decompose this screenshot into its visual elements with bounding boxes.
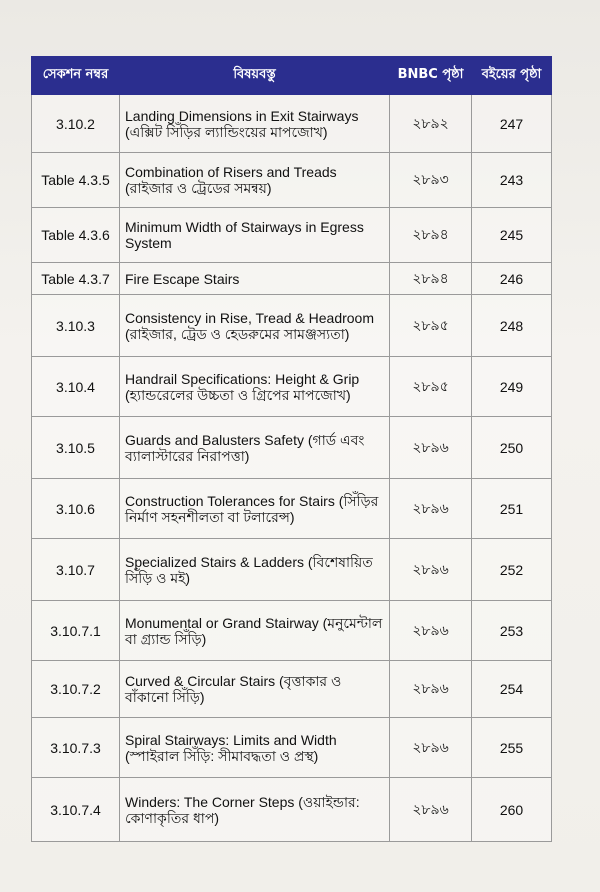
section-number: 3.10.7.4 [32,778,120,842]
topic: Winders: The Corner Steps (ওয়াইন্ডার: কোণাকৃতির ধাপ) [120,778,390,842]
bnbc-page: ২৮৯৫ [390,357,472,417]
table-row [32,539,552,601]
bnbc-page: ২৮৯৬ [390,661,472,718]
bnbc-page: ২৮৯৬ [390,718,472,778]
topic: Handrail Specifications: Height & Grip (হ্যান্ডরেলের উচ্চতা ও গ্রিপের মাপজোখ) [120,357,390,417]
section-number: 3.10.4 [32,357,120,417]
table-row [32,661,552,718]
book-page: 248 [472,295,552,357]
table-row [32,295,552,357]
bnbc-page: ২৮৯৬ [390,417,472,479]
section-number: 3.10.3 [32,295,120,357]
book-page: 253 [472,601,552,661]
header-bnbc-page: BNBC পৃষ্ঠা [390,57,472,95]
book-page: 260 [472,778,552,842]
table-row [32,417,552,479]
topic: Consistency in Rise, Tread & Headroom (রাইজার, ট্রেড ও হেডরুমের সামঞ্জস্যতা) [120,295,390,357]
contents-table [31,56,552,842]
section-number: 3.10.2 [32,95,120,153]
topic: Specialized Stairs & Ladders (বিশেষায়িত সিঁড়ি ও মই) [120,539,390,601]
section-number: Table 4.3.6 [32,208,120,263]
section-number: 3.10.7.1 [32,601,120,661]
bnbc-page: ২৮৯৫ [390,295,472,357]
table-row [32,479,552,539]
header-book-page: বইয়ের পৃষ্ঠা [472,57,552,95]
book-page: 250 [472,417,552,479]
table-row [32,95,552,153]
book-page: 243 [472,153,552,208]
book-page: 245 [472,208,552,263]
table-row [32,263,552,295]
topic: Fire Escape Stairs [120,263,390,295]
bnbc-page: ২৮৯৩ [390,153,472,208]
bnbc-page: ২৮৯৬ [390,539,472,601]
header-row [32,57,552,95]
header-section-number: সেকশন নম্বর [32,57,120,95]
section-number: 3.10.5 [32,417,120,479]
bnbc-page: ২৮৯৬ [390,479,472,539]
table-row [32,357,552,417]
book-page: 255 [472,718,552,778]
topic: Combination of Risers and Treads (রাইজার ও ট্রেডের সমন্বয়) [120,153,390,208]
table-row [32,778,552,842]
topic: Landing Dimensions in Exit Stairways (এক্সিট সিঁড়ির ল্যান্ডিংয়ের মাপজোখ) [120,95,390,153]
table-row [32,601,552,661]
bnbc-page: ২৮৯৬ [390,601,472,661]
topic: Curved & Circular Stairs (বৃত্তাকার ও বাঁকানো সিঁড়ি) [120,661,390,718]
topic: Guards and Balusters Safety (গার্ড এবং ব্যালাস্টারের নিরাপত্তা) [120,417,390,479]
book-page: 246 [472,263,552,295]
topic: Monumental or Grand Stairway (মনুমেন্টাল বা গ্র্যান্ড সিঁড়ি) [120,601,390,661]
topic: Minimum Width of Stairways in Egress System [120,208,390,263]
book-page: 254 [472,661,552,718]
section-number: Table 4.3.5 [32,153,120,208]
bnbc-page: ২৮৯৪ [390,263,472,295]
table-row [32,208,552,263]
section-number: 3.10.7 [32,539,120,601]
section-number: Table 4.3.7 [32,263,120,295]
topic: Spiral Stairways: Limits and Width (স্পাইরাল সিঁড়ি: সীমাবদ্ধতা ও প্রস্থ) [120,718,390,778]
section-number: 3.10.7.2 [32,661,120,718]
header-topic: বিষয়বস্তু [120,57,390,95]
section-number: 3.10.7.3 [32,718,120,778]
book-page: 247 [472,95,552,153]
bnbc-page: ২৮৯২ [390,95,472,153]
section-number: 3.10.6 [32,479,120,539]
table-row [32,153,552,208]
book-page: 251 [472,479,552,539]
book-page: 252 [472,539,552,601]
book-page: 249 [472,357,552,417]
bnbc-page: ২৮৯৬ [390,778,472,842]
topic: Construction Tolerances for Stairs (সিঁড়ির নির্মাণ সহনশীলতা বা টলারেন্স) [120,479,390,539]
table-row [32,718,552,778]
bnbc-page: ২৮৯৪ [390,208,472,263]
